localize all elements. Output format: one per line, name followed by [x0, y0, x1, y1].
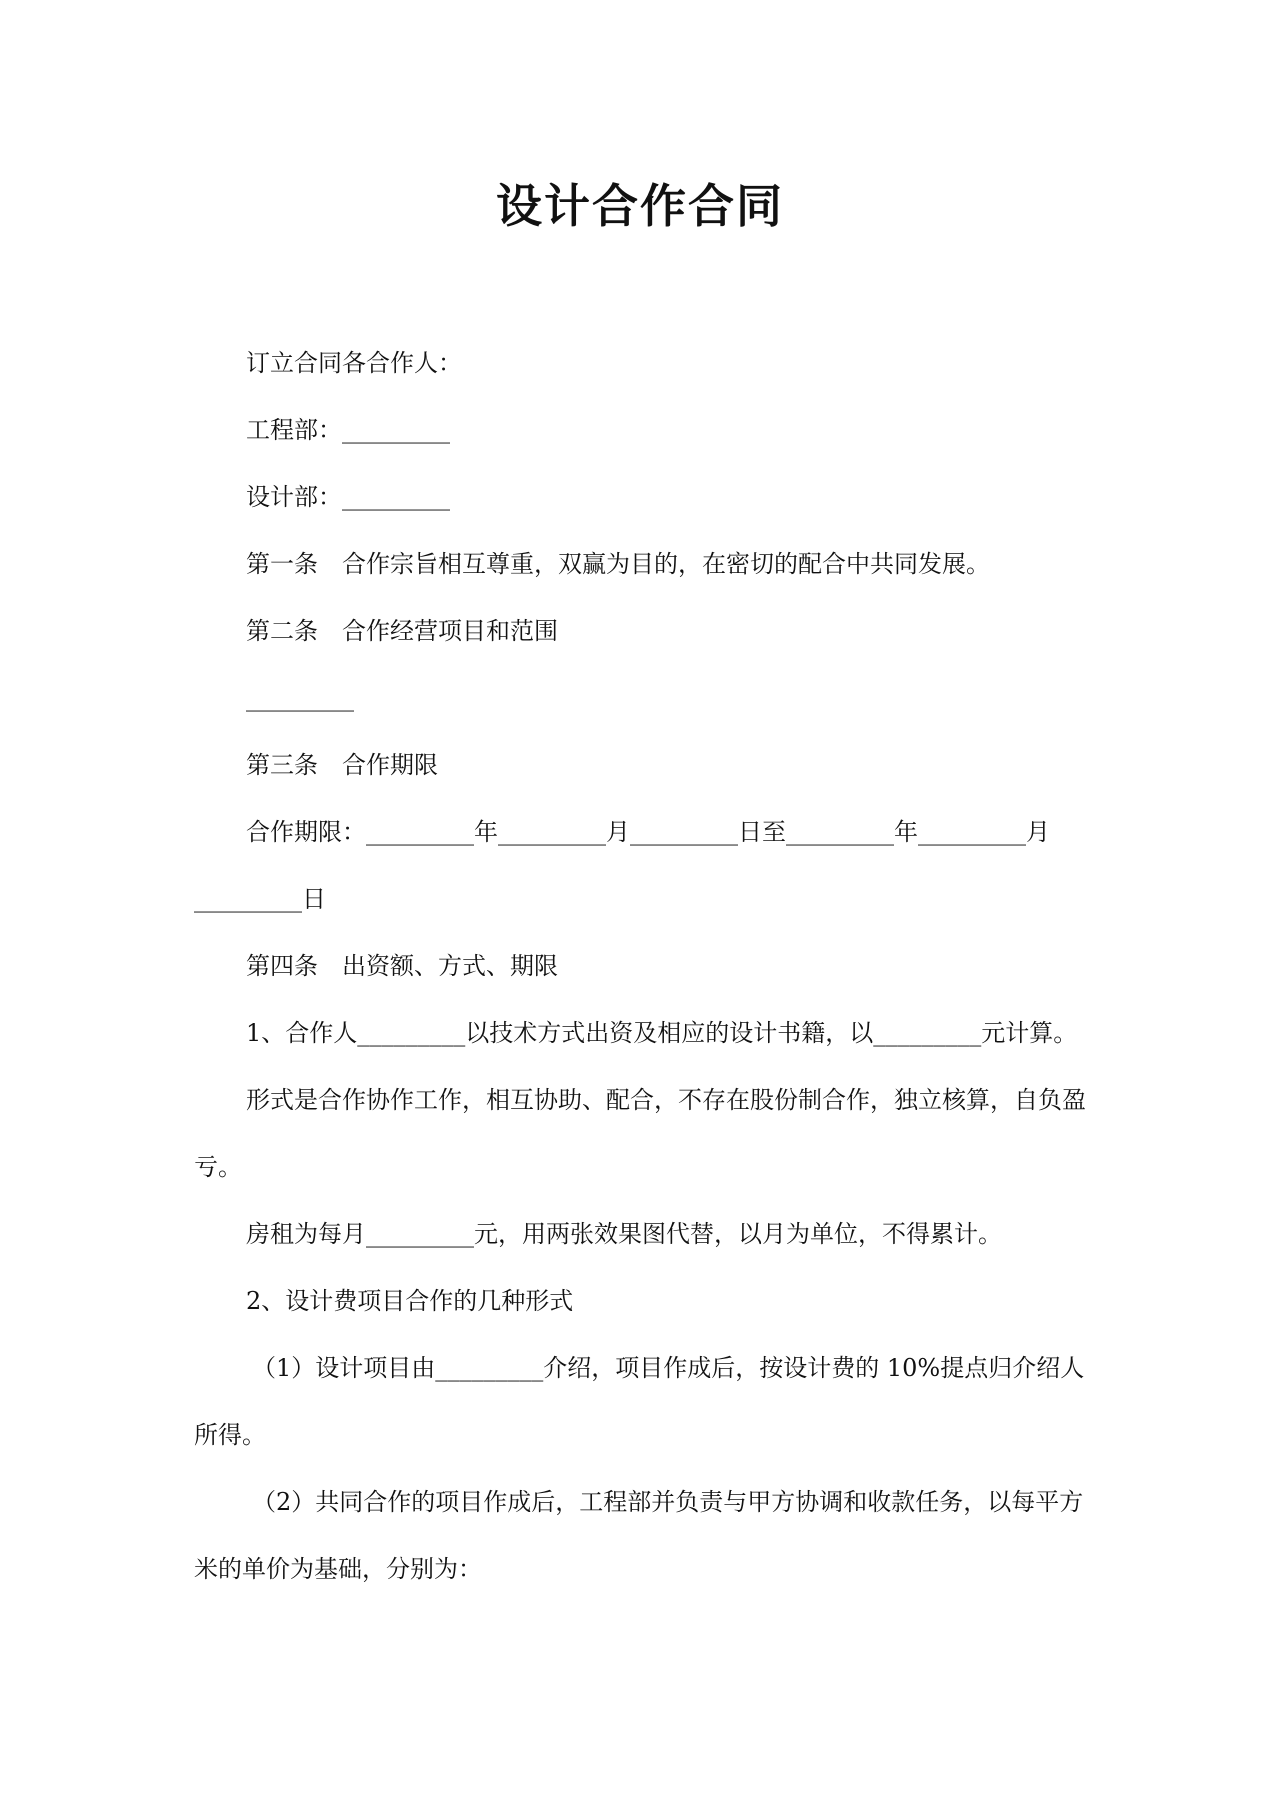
paragraph-engineering-dept: 工程部：_________	[246, 416, 450, 444]
paragraph-cooperation-form: 形式是合作协作工作，相互协助、配合，不存在股份制合作，独立核算，自负盈亏。	[194, 1086, 1086, 1181]
paragraph-article-2: 第二条 合作经营项目和范围	[246, 617, 558, 645]
paragraph-article-3: 第三条 合作期限	[246, 751, 438, 779]
paragraph-term-dates: 合作期限：_________年_________月_________日至_________年_________月_________日	[194, 818, 1050, 913]
paragraph-article-4: 第四条 出资额、方式、期限	[246, 952, 558, 980]
paragraph-partners-intro: 订立合同各合作人：	[246, 349, 462, 377]
paragraph-rent: 房租为每月_________元，用两张效果图代替，以月为单位，不得累计。	[246, 1220, 1002, 1248]
paragraph-scope-blank: _________	[246, 684, 354, 712]
paragraph-item-2: 2、设计费项目合作的几种形式	[246, 1287, 574, 1315]
document-body	[194, 330, 1094, 1603]
document-title: 设计合作合同	[496, 179, 784, 233]
paragraph-sub-item-2: （2）共同合作的项目作成后，工程部并负责与甲方协调和收款任务，以每平方米的单价为基础，分别为：	[194, 1488, 1084, 1583]
paragraph-article-1: 第一条 合作宗旨相互尊重，双赢为目的，在密切的配合中共同发展。	[246, 550, 990, 578]
paragraph-design-dept: 设计部：_________	[246, 483, 450, 511]
paragraph-item-1: 1、合作人_________以技术方式出资及相应的设计书籍，以_________元计算。	[246, 1019, 1078, 1047]
paragraph-sub-item-1: （1）设计项目由_________介绍，项目作成后，按设计费的 10%提点归介绍人所得。	[194, 1354, 1085, 1449]
